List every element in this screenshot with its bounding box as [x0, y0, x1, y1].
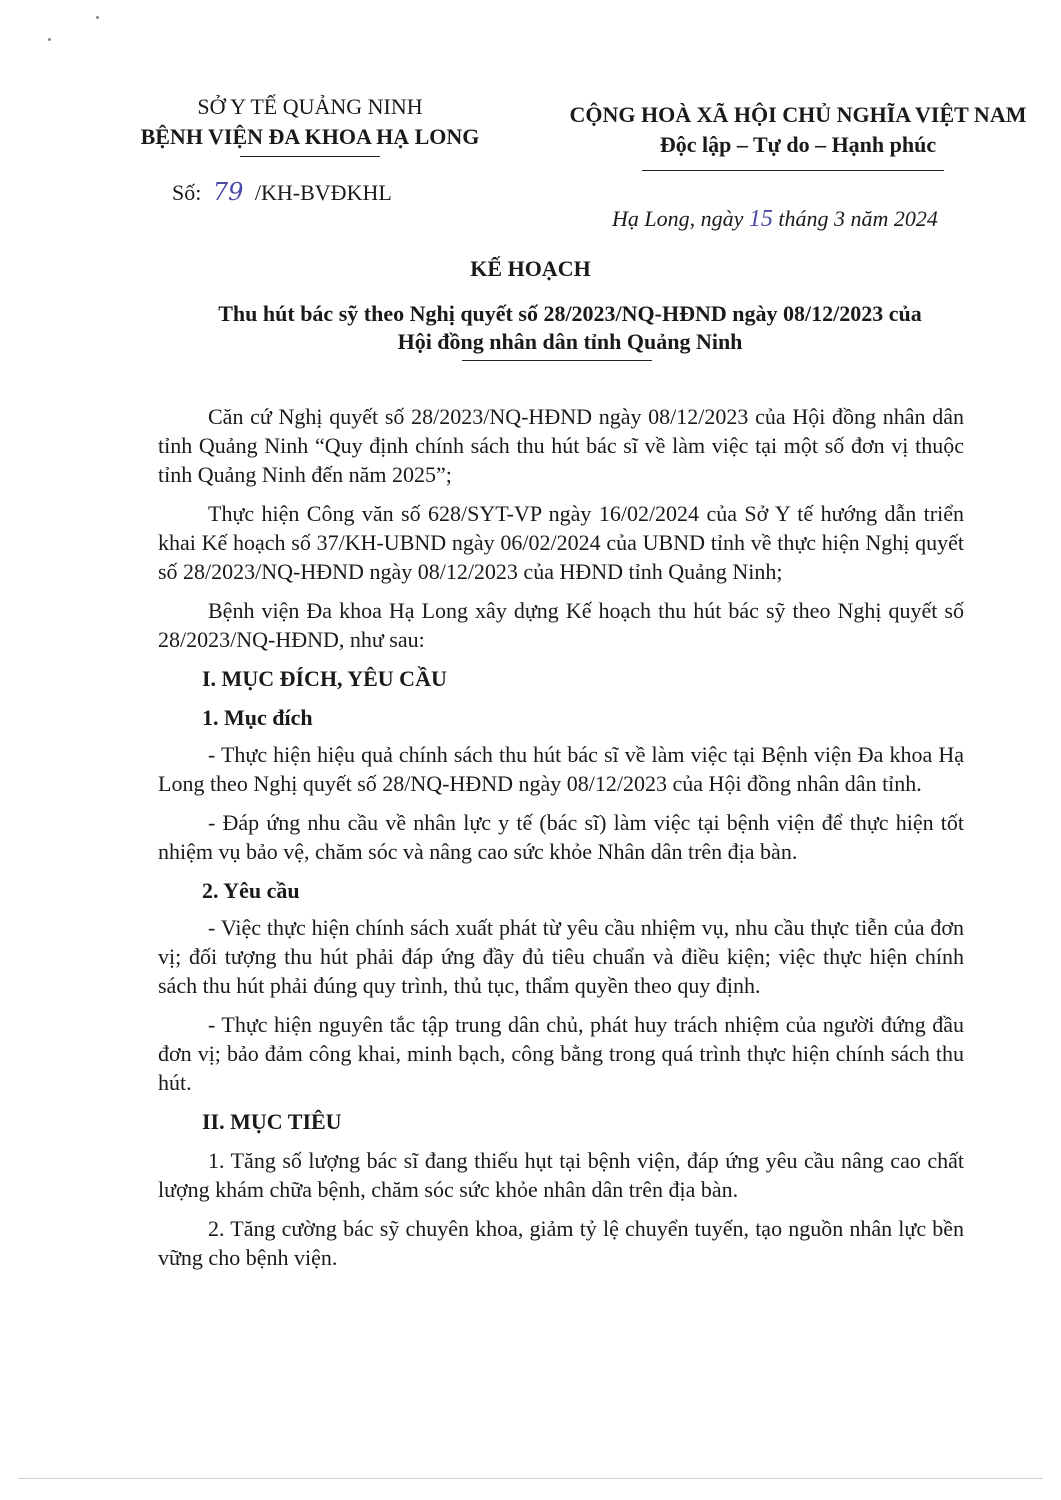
scan-dot	[48, 38, 51, 41]
subtitle-underline	[462, 360, 652, 361]
number-suffix: /KH-BVĐKHL	[254, 180, 392, 205]
scan-edge-line	[18, 1478, 1043, 1479]
document-body	[158, 402, 964, 1282]
paragraph-purpose-2: - Đáp ứng nhu cầu về nhân lực y tế (bác sĩ) làm việc tại bệnh viện để thực hiện tốt nhiệm vụ bảo vệ, chăm sóc và nâng cao sức khỏe Nhân dân trên địa bàn.	[158, 810, 964, 864]
document-subtitle	[150, 300, 990, 356]
paragraph-objective-2: 2. Tăng cường bác sỹ chuyên khoa, giảm tỷ lệ chuyển tuyến, tạo nguồn nhân lực bền vững cho bệnh viện.	[158, 1216, 964, 1270]
paragraph-requirement-2: - Thực hiện nguyên tắc tập trung dân chủ, phát huy trách nhiệm của người đứng đầu đơn vị; bảo đảm công khai, minh bạch, công bằng trong quá trình thực hiện chính sách thu hút.	[158, 1012, 964, 1095]
section-heading-purpose: I. MỤC ĐÍCH, YÊU CẦU	[202, 666, 447, 691]
paragraph-implementation: Thực hiện Công văn số 628/SYT-VP ngày 16/02/2024 của Sở Y tế hướng dẫn triển khai Kế hoạch số 37/KH-UBND ngày 06/02/2024 của UBND tỉnh về thực hiện Nghị quyết số 28/2023/NQ-HĐND ngày 08/12/2023 của HĐND tỉnh Quảng Ninh;	[158, 501, 964, 584]
national-motto: Độc lập – Tự do – Hạnh phúc	[659, 132, 937, 157]
subheading-requirements: 2. Yêu cầu	[202, 878, 300, 903]
subtitle-line-2: Hội đồng nhân dân tỉnh Quảng Ninh	[397, 329, 743, 354]
date-day: 15	[748, 206, 773, 232]
motto-underline	[642, 170, 944, 171]
section-heading-objectives: II. MỤC TIÊU	[202, 1109, 342, 1134]
issuer-underline	[240, 156, 380, 157]
number-value: 79	[212, 178, 244, 206]
scan-dot	[96, 16, 99, 19]
number-label: Số:	[172, 180, 202, 205]
paragraph-requirement-1: - Việc thực hiện chính sách xuất phát từ yêu cầu nhiệm vụ, nhu cầu thực tiễn của đơn vị; đối tượng thu hút phải đáp ứng đầy đủ tiêu chuẩn và điều kiện; việc thực hiện chính sách thu hút phải đúng quy trình, thủ tục, thẩm quyền theo quy định.	[158, 915, 964, 998]
national-block	[548, 100, 1048, 160]
document-title: KẾ HOẠCH	[470, 256, 591, 281]
hospital-name: BỆNH VIỆN ĐA KHOA HẠ LONG	[140, 124, 480, 149]
paragraph-legal-basis: Căn cứ Nghị quyết số 28/2023/NQ-HĐND ngày 08/12/2023 của Hội đồng nhân dân tỉnh Quảng Ninh “Quy định chính sách thu hút bác sĩ về làm việc tại một số đơn vị thuộc tỉnh Quảng Ninh đến năm 2025”;	[158, 404, 964, 487]
subtitle-line-1: Thu hút bác sỹ theo Nghị quyết số 28/2023/NQ-HĐND ngày 08/12/2023 của	[218, 301, 922, 326]
date-prefix: Hạ Long, ngày	[612, 206, 744, 231]
date-suffix: tháng 3 năm 2024	[778, 206, 938, 231]
agency-name: SỞ Y TẾ QUẢNG NINH	[197, 94, 423, 119]
dateline	[612, 206, 938, 233]
paragraph-intro: Bệnh viện Đa khoa Hạ Long xây dựng Kế hoạch thu hút bác sỹ theo Nghị quyết số 28/2023/NQ-HĐND, như sau:	[158, 598, 964, 652]
paragraph-objective-1: 1. Tăng số lượng bác sĩ đang thiếu hụt tại bệnh viện, đáp ứng yêu cầu nâng cao chất lượng khám chữa bệnh, chăm sóc sức khỏe nhân dân trên địa bàn.	[158, 1148, 964, 1202]
country-name: CỘNG HOÀ XÃ HỘI CHỦ NGHĨA VIỆT NAM	[569, 102, 1027, 127]
paragraph-purpose-1: - Thực hiện hiệu quả chính sách thu hút bác sĩ về làm việc tại Bệnh viện Đa khoa Hạ Long theo Nghị quyết số 28/NQ-HĐND ngày 08/12/2023 của Hội đồng nhân dân tỉnh.	[158, 742, 964, 796]
subheading-purpose: 1. Mục đích	[202, 705, 313, 730]
document-number	[172, 178, 392, 206]
issuer-block	[130, 92, 490, 152]
